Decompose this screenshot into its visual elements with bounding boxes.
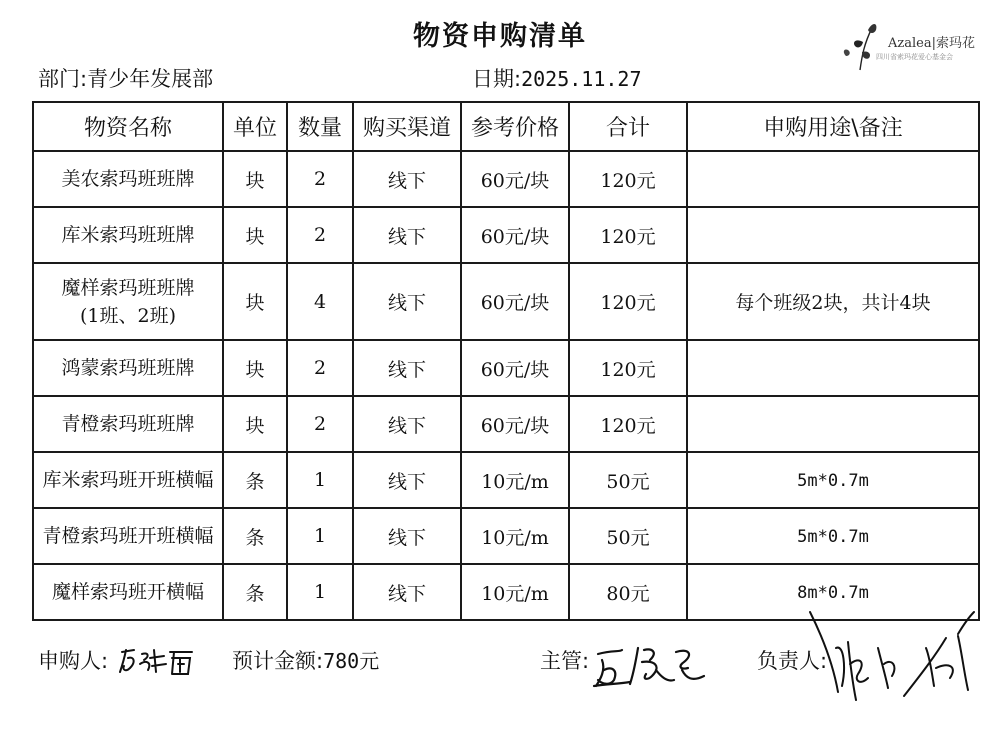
- cell-total: 50元: [569, 508, 687, 564]
- applicant-field: [38, 645, 108, 675]
- cell-quantity: 2: [287, 207, 353, 263]
- cell-channel: 线下: [353, 396, 461, 452]
- leader-label: 负责人:: [757, 649, 828, 673]
- cell-note: [687, 508, 979, 564]
- cell-price: 60元/块: [461, 151, 569, 207]
- cell-item-name: 青橙索玛班开班横幅: [33, 508, 223, 564]
- cell-quantity: 4: [287, 263, 353, 340]
- cell-price: 60元/块: [461, 396, 569, 452]
- cell-unit: 条: [223, 452, 287, 508]
- table-row: [33, 207, 979, 263]
- header-purpose-note: 申购用途\备注: [687, 102, 979, 151]
- cell-quantity: 1: [287, 564, 353, 620]
- cell-note: [687, 396, 979, 452]
- table-row: [33, 151, 979, 207]
- date-value: 2025.11.27: [521, 67, 642, 91]
- cell-unit: 块: [223, 151, 287, 207]
- cell-note: [687, 340, 979, 396]
- date-field: [472, 63, 642, 93]
- cell-unit: 块: [223, 207, 287, 263]
- cell-price: 10元/m: [461, 452, 569, 508]
- cell-item-name: [33, 263, 223, 340]
- cell-price: 10元/m: [461, 564, 569, 620]
- department-field: [38, 63, 213, 93]
- supervisor-field: [540, 645, 589, 675]
- cell-quantity: 2: [287, 151, 353, 207]
- cell-item-name: 鸿蒙索玛班班牌: [33, 340, 223, 396]
- header-quantity: 数量: [287, 102, 353, 151]
- applicant-label: 申购人:: [38, 649, 109, 673]
- flower-logo-icon: [838, 18, 884, 74]
- cell-item-name-line1: 魔样索玛班班牌: [61, 276, 195, 299]
- cell-total: 120元: [569, 263, 687, 340]
- cell-note-text: 5m*0.7m: [797, 527, 869, 547]
- cell-channel: 线下: [353, 263, 461, 340]
- cell-unit: 条: [223, 508, 287, 564]
- cell-note: [687, 151, 979, 207]
- cell-total: 120元: [569, 151, 687, 207]
- cell-channel: 线下: [353, 207, 461, 263]
- cell-price: 60元/块: [461, 340, 569, 396]
- applicant-signature: [118, 644, 200, 678]
- cell-channel: 线下: [353, 508, 461, 564]
- cell-channel: 线下: [353, 452, 461, 508]
- header-reference-price: 参考价格: [461, 102, 569, 151]
- cell-quantity: 2: [287, 396, 353, 452]
- table-row: [33, 340, 979, 396]
- table-row: [33, 452, 979, 508]
- cell-item-name: 青橙索玛班班牌: [33, 396, 223, 452]
- cell-note-text: 8m*0.7m: [797, 583, 869, 603]
- cell-note: [687, 452, 979, 508]
- table-row: [33, 396, 979, 452]
- header-total: 合计: [569, 102, 687, 151]
- cell-quantity: 1: [287, 508, 353, 564]
- cell-channel: 线下: [353, 564, 461, 620]
- cell-price: 60元/块: [461, 207, 569, 263]
- logo-brand-text: Azalea|索玛花: [888, 36, 975, 51]
- cell-note-text: 5m*0.7m: [797, 471, 869, 491]
- header-unit: 单位: [223, 102, 287, 151]
- purchase-table: [32, 101, 980, 621]
- table-header-row: [33, 102, 979, 151]
- cell-total: 120元: [569, 396, 687, 452]
- supervisor-signature: [592, 640, 710, 692]
- document-title: 物资申购清单: [413, 21, 587, 52]
- cell-total: 120元: [569, 207, 687, 263]
- estimate-field: [232, 645, 379, 675]
- cell-item-name-line2: (1班、2班): [79, 304, 176, 327]
- cell-unit: 条: [223, 564, 287, 620]
- cell-price: 10元/m: [461, 508, 569, 564]
- cell-item-name: 库米索玛班班牌: [33, 207, 223, 263]
- cell-total: 120元: [569, 340, 687, 396]
- cell-price: 60元/块: [461, 263, 569, 340]
- supervisor-label: 主管:: [540, 649, 590, 673]
- cell-note: 每个班级2块，共计4块: [687, 263, 979, 340]
- table-row: [33, 508, 979, 564]
- cell-item-name: 魔样索玛班开横幅: [33, 564, 223, 620]
- header-channel: 购买渠道: [353, 102, 461, 151]
- logo-sub-text: 四川省索玛花爱心基金会: [876, 53, 953, 61]
- estimate-value: 780元: [323, 649, 380, 673]
- cell-item-name: 美农索玛班班牌: [33, 151, 223, 207]
- cell-quantity: 2: [287, 340, 353, 396]
- cell-total: 80元: [569, 564, 687, 620]
- cell-unit: 块: [223, 263, 287, 340]
- cell-channel: 线下: [353, 340, 461, 396]
- cell-total: 50元: [569, 452, 687, 508]
- cell-note: [687, 207, 979, 263]
- header-item-name: 物资名称: [33, 102, 223, 151]
- cell-item-name: 库米索玛班开班横幅: [33, 452, 223, 508]
- table-row: [33, 263, 979, 340]
- department-label: 部门:: [38, 67, 88, 91]
- cell-channel: 线下: [353, 151, 461, 207]
- leader-signature: [808, 608, 976, 710]
- cell-unit: 块: [223, 340, 287, 396]
- date-label: 日期:: [472, 67, 522, 91]
- department-value: 青少年发展部: [87, 67, 214, 91]
- cell-unit: 块: [223, 396, 287, 452]
- cell-quantity: 1: [287, 452, 353, 508]
- estimate-label: 预计金额:: [232, 649, 324, 673]
- organization-logo: [838, 18, 988, 74]
